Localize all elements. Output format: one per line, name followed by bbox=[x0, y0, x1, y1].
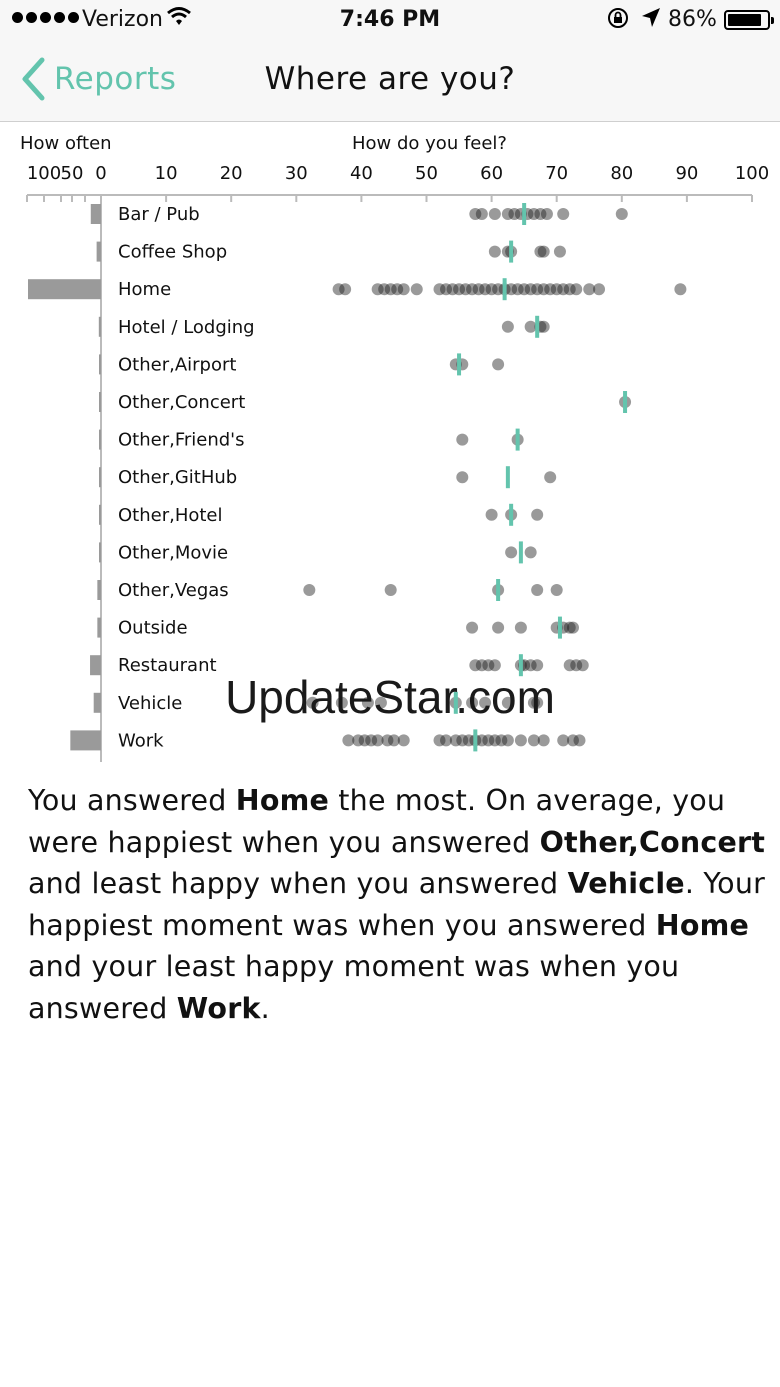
summary-part: the most. On average, you were happiest when you answered bbox=[28, 784, 726, 859]
response-dot bbox=[336, 697, 348, 709]
response-dot bbox=[307, 697, 319, 709]
response-dot bbox=[538, 321, 550, 333]
back-label: Reports bbox=[54, 61, 177, 97]
frequency-bar bbox=[99, 392, 101, 412]
feeling-tick-label: 100 bbox=[734, 163, 770, 184]
feeling-tick-label: 20 bbox=[219, 163, 243, 184]
summary-highlight: Vehicle bbox=[567, 867, 685, 900]
frequency-bar bbox=[99, 542, 101, 562]
summary-highlight: Home bbox=[655, 908, 750, 942]
response-dot bbox=[385, 584, 397, 596]
feeling-tick-label: 10 bbox=[154, 163, 178, 184]
average-marker bbox=[535, 316, 539, 338]
response-dot bbox=[398, 734, 410, 746]
category-label: Outside bbox=[118, 617, 188, 639]
frequency-bar bbox=[99, 354, 101, 374]
navigation-bar bbox=[0, 40, 780, 122]
feeling-tick-label: 30 bbox=[284, 163, 308, 184]
feeling-tick-label: 80 bbox=[610, 163, 634, 184]
summary-part: . Your happiest moment was when you answered bbox=[28, 867, 766, 942]
response-dot bbox=[531, 584, 543, 596]
response-dot bbox=[567, 622, 579, 634]
frequency-bar bbox=[28, 279, 101, 299]
response-dot bbox=[489, 659, 501, 671]
response-dot bbox=[551, 584, 563, 596]
category-label: Bar / Pub bbox=[118, 204, 200, 225]
response-dot bbox=[375, 697, 387, 709]
response-dot bbox=[489, 246, 501, 258]
feeling-tick-label: 40 bbox=[349, 163, 373, 184]
frequency-bar bbox=[70, 730, 101, 750]
response-dot bbox=[554, 246, 566, 258]
frequency-tick-label: 0 bbox=[95, 163, 107, 184]
response-dot bbox=[538, 246, 550, 258]
response-dot bbox=[303, 584, 315, 596]
average-marker bbox=[509, 241, 513, 263]
response-dot bbox=[489, 208, 501, 220]
summary-part: and your least happy moment was when you answered bbox=[28, 950, 680, 1025]
page-title: Where are you? bbox=[264, 61, 516, 97]
category-label: Restaurant bbox=[118, 655, 217, 677]
frequency-bar bbox=[99, 505, 101, 525]
average-marker bbox=[519, 654, 523, 676]
frequency-bar bbox=[94, 693, 101, 713]
response-dot bbox=[515, 622, 527, 634]
mood-by-place-chart bbox=[0, 122, 780, 772]
category-label: Other,Concert bbox=[118, 392, 246, 413]
response-dot bbox=[466, 622, 478, 634]
frequency-tick-label: 100 bbox=[26, 163, 62, 184]
average-marker bbox=[454, 692, 458, 714]
response-dot bbox=[573, 734, 585, 746]
frequency-bar bbox=[99, 467, 101, 487]
category-label: Other,Vegas bbox=[118, 580, 229, 601]
summary-highlight: Home bbox=[235, 784, 330, 817]
summary-highlight: Other,Concert bbox=[539, 825, 766, 859]
response-dot bbox=[570, 283, 582, 295]
response-dot bbox=[515, 734, 527, 746]
rotation-lock-icon bbox=[606, 6, 630, 36]
response-dot bbox=[577, 659, 589, 671]
response-dot bbox=[456, 434, 468, 446]
frequency-bar bbox=[90, 655, 101, 675]
frequency-bar bbox=[99, 430, 101, 450]
average-marker bbox=[457, 353, 461, 375]
response-dot bbox=[593, 283, 605, 295]
battery-icon bbox=[724, 10, 770, 30]
response-dot bbox=[479, 697, 491, 709]
category-label: Other,Airport bbox=[118, 354, 237, 376]
category-label: Other,GitHub bbox=[118, 467, 238, 489]
response-dot bbox=[531, 659, 543, 671]
feeling-tick-label: 70 bbox=[545, 163, 569, 184]
frequency-bar bbox=[97, 580, 101, 600]
clock: 7:46 PM bbox=[339, 7, 441, 32]
average-marker bbox=[496, 579, 500, 601]
response-dot bbox=[339, 283, 351, 295]
response-dot bbox=[502, 697, 514, 709]
category-label: Other,Hotel bbox=[118, 504, 223, 526]
response-dot bbox=[466, 697, 478, 709]
average-marker bbox=[519, 541, 523, 563]
response-dot bbox=[362, 697, 374, 709]
response-dot bbox=[492, 622, 504, 634]
category-label: Home bbox=[118, 279, 172, 301]
average-marker bbox=[506, 466, 510, 488]
response-dot bbox=[476, 208, 488, 220]
response-dot bbox=[616, 208, 628, 220]
frequency-bar bbox=[91, 204, 101, 224]
average-marker bbox=[509, 504, 513, 526]
location-arrow-icon bbox=[640, 6, 662, 36]
summary-part: and least happy when you answered bbox=[28, 867, 568, 900]
frequency-bar bbox=[99, 317, 101, 337]
summary-highlight: Work bbox=[176, 991, 261, 1025]
response-dot bbox=[531, 697, 543, 709]
average-marker bbox=[522, 203, 526, 225]
frequency-axis-title: How often bbox=[20, 133, 112, 154]
response-dot bbox=[486, 509, 498, 521]
response-dot bbox=[544, 471, 556, 483]
average-marker bbox=[558, 617, 562, 639]
response-dot bbox=[674, 283, 686, 295]
summary-text bbox=[28, 780, 768, 1029]
average-marker bbox=[516, 429, 520, 451]
feeling-tick-label: 50 bbox=[415, 163, 438, 184]
carrier-label: Verizon bbox=[82, 7, 163, 32]
watermark-text: UpdateStar.com bbox=[225, 671, 555, 723]
battery-percent: 86% bbox=[668, 7, 717, 32]
average-marker bbox=[503, 278, 507, 300]
category-label: Hotel / Lodging bbox=[118, 316, 255, 338]
category-label: Vehicle bbox=[118, 692, 183, 714]
response-dot bbox=[492, 358, 504, 370]
feeling-tick-label: 90 bbox=[675, 163, 699, 184]
response-dot bbox=[557, 208, 569, 220]
frequency-tick-label: 50 bbox=[60, 163, 84, 184]
response-dot bbox=[531, 509, 543, 521]
response-dot bbox=[502, 734, 514, 746]
feeling-tick-label: 60 bbox=[480, 163, 504, 184]
response-dot bbox=[525, 546, 537, 558]
frequency-bar bbox=[97, 618, 101, 638]
category-label: Work bbox=[118, 730, 164, 752]
frequency-bar bbox=[97, 242, 101, 262]
feeling-axis-title: How do you feel? bbox=[352, 133, 507, 154]
response-dot bbox=[541, 208, 553, 220]
response-dot bbox=[411, 283, 423, 295]
summary-part: . bbox=[260, 991, 270, 1025]
average-marker bbox=[623, 391, 627, 413]
category-label: Coffee Shop bbox=[118, 241, 228, 263]
response-dot bbox=[502, 321, 514, 333]
response-dot bbox=[398, 283, 410, 295]
category-label: Other,Movie bbox=[118, 542, 229, 564]
response-dot bbox=[456, 471, 468, 483]
category-label: Other,Friend's bbox=[118, 429, 245, 451]
summary-part: You answered bbox=[28, 784, 236, 817]
response-dot bbox=[538, 734, 550, 746]
status-bar bbox=[0, 0, 780, 40]
response-dot bbox=[505, 546, 517, 558]
average-marker bbox=[473, 729, 477, 751]
